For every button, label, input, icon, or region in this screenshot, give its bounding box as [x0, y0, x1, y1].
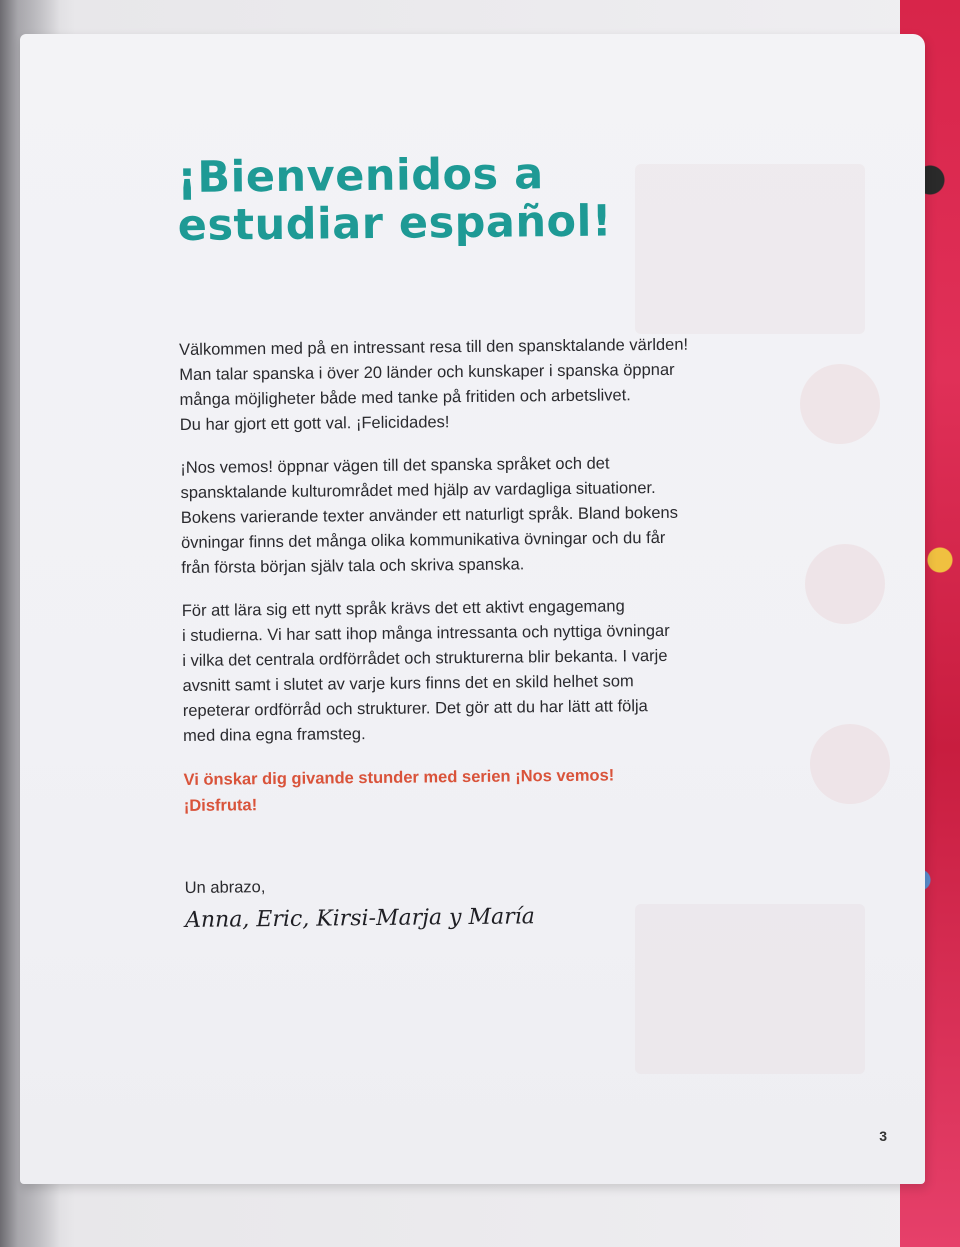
show-through-block	[635, 904, 865, 1074]
show-through-circle	[810, 724, 890, 804]
closing-line: ¡Disfruta!	[183, 796, 258, 815]
page-number: 3	[879, 1128, 887, 1144]
title-line: estudiar español!	[177, 196, 613, 251]
text-line: från första början själv tala och skriva spanska.	[181, 555, 525, 577]
paragraph	[179, 332, 740, 438]
text-line: Man talar spanska i över 20 länder och kunskaper i spanska öppnar	[179, 360, 675, 384]
text-line: För att lära sig ett nytt språk krävs det ett aktivt engagemang	[181, 597, 625, 620]
sign-off: Un abrazo,	[184, 878, 266, 897]
closing-line: Vi önskar dig givande stunder med serien ¡Nos vemos!	[183, 766, 615, 789]
text-line: avsnitt samt i slutet av varje kurs finns det en skild helhet som	[182, 672, 634, 695]
show-through-circle	[805, 544, 885, 624]
show-through-circle	[800, 364, 880, 444]
text-line: övningar finns det många olika kommunikativa övningar och du får	[180, 528, 666, 552]
text-line: Bokens varierande texter använder ett naturligt språk. Bland bokens	[180, 503, 679, 527]
text-line: många möjligheter både med tanke på fritiden och arbetslivet.	[179, 386, 631, 409]
text-line: repeterar ordförråd och strukturer. Det gör att du har lätt att följa	[182, 697, 648, 720]
text-line: i studierna. Vi har satt ihop många intressanta och nyttiga övningar	[181, 621, 670, 645]
text-line: spansktalande kulturområdet med hjälp av vardagliga situationer.	[180, 479, 656, 502]
text-line: i vilka det centrala ordförrådet och strukturerna blir bekanta. I varje	[182, 646, 668, 670]
text-line: Du har gjort ett gott val. ¡Felicidades!	[179, 413, 450, 434]
text-line: Välkommen med på en intressant resa till den spansktalande världen!	[178, 335, 689, 359]
body-text	[179, 332, 745, 933]
closing-message	[183, 761, 744, 819]
text-line: med dina egna framsteg.	[183, 725, 366, 745]
author-signature: Anna, Eric, Kirsi-Marja y María	[184, 904, 535, 933]
paragraph	[180, 450, 741, 581]
book-page	[20, 34, 925, 1184]
page-title	[177, 148, 738, 250]
text-line: ¡Nos vemos! öppnar vägen till det spanska språket och det	[180, 454, 610, 477]
paragraph	[182, 593, 744, 749]
title-line: ¡Bienvenidos a	[176, 149, 544, 203]
page-content	[177, 148, 745, 933]
